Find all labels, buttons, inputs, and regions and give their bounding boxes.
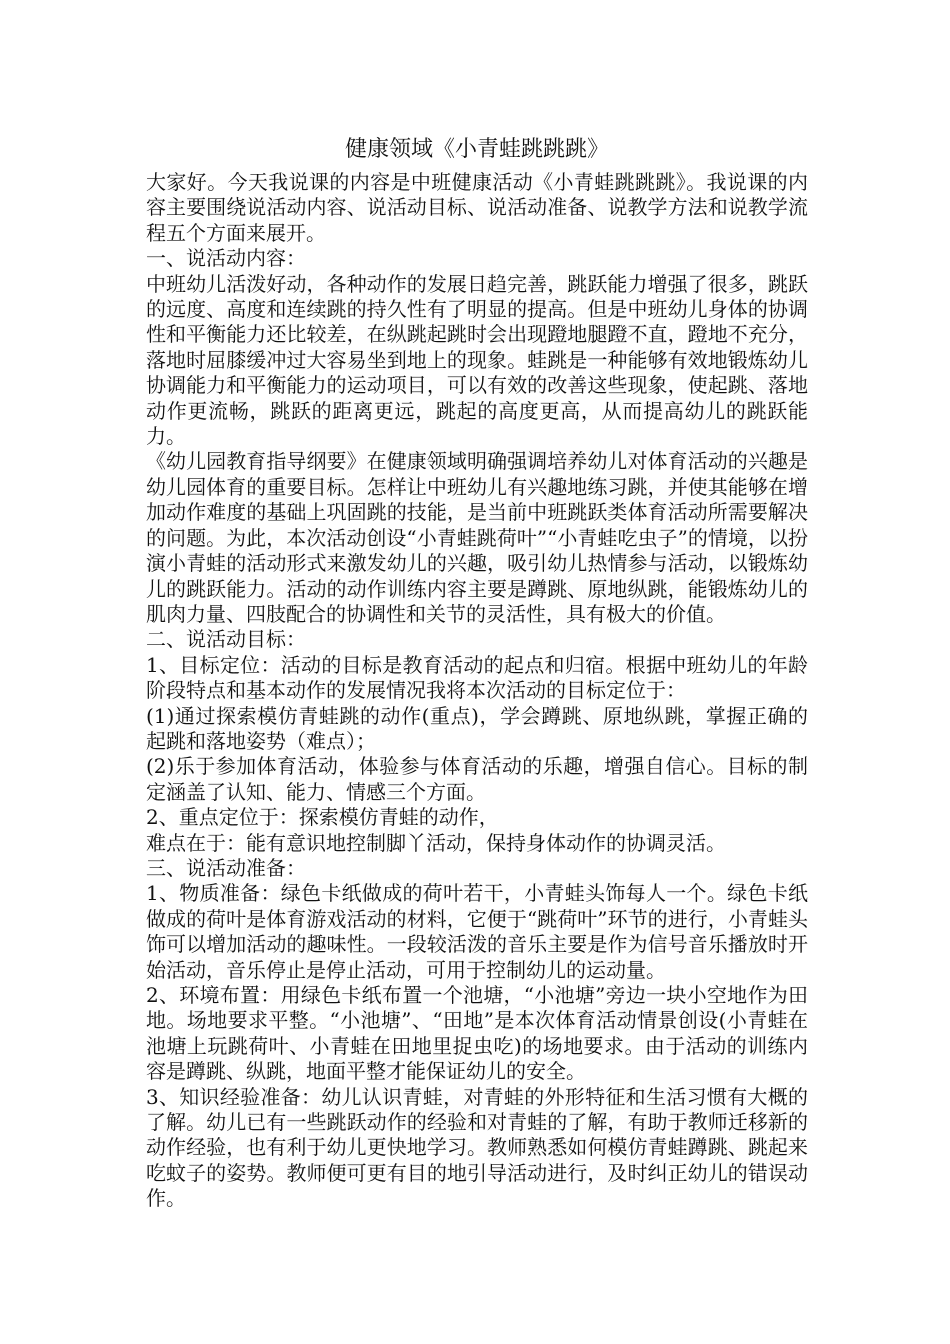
goal-item-2: (2)乐于参加体育活动，体验参与体育活动的乐趣，增强自信心。目标的制定涵盖了认知、能力、情感三个方面。 [146, 754, 808, 804]
document-body [146, 130, 808, 1212]
key-point-paragraph: 2、重点定位于：探索模仿青蛙的动作， [146, 805, 499, 830]
content-paragraph-1: 中班幼儿活泼好动，各种动作的发展日趋完善，跳跃能力增强了很多，跳跃的远度、高度和连续跳的持久性有了明显的提高。但是中班幼儿身体的协调性和平衡能力还比较差，在纵跳起跳时会出现蹬地腿蹬不直，蹬地不充分，落地时屈膝缓冲过大容易坐到地上的现象。蛙跳是一种能够有效地锻炼幼儿协调能力和平衡能力的运动项目，可以有效的改善这些现象，使起跳、落地动作更流畅，跳跃的距离更远，跳起的高度更高，从而提高幼儿的跳跃能力。 [146, 271, 808, 449]
section-heading-content: 一、说活动内容： [146, 246, 306, 271]
content-paragraph-2: 《幼儿园教育指导纲要》在健康领域明确强调培养幼儿对体育活动的兴趣是幼儿园体育的重要目标。怎样让中班幼儿有兴趣地练习跳，并使其能够在增加动作难度的基础上巩固跳的技能，是当前中班跳跃类体育活动所需要解决的问题。为此，本次活动创设“小青蛙跳荷叶”“小青蛙吃虫子”的情境，以扮演小青蛙的活动形式来激发幼儿的兴趣，吸引幼儿热情参与活动，以锻炼幼儿的跳跃能力。活动的动作训练内容主要是蹲跳、原地纵跳，能锻炼幼儿的肌肉力量、四肢配合的协调性和关节的灵活性，具有极大的价值。 [146, 449, 808, 626]
difficulty-paragraph: 难点在于：能有意识地控制脚丫活动，保持身体动作的协调灵活。 [146, 830, 726, 855]
material-preparation-paragraph: 1、物质准备：绿色卡纸做成的荷叶若干，小青蛙头饰每人一个。绿色卡纸做成的荷叶是体育游戏活动的材料，它便于“跳荷叶”环节的进行，小青蛙头饰可以增加活动的趣味性。一段较活泼的音乐主要是作为信号音乐播放时开始活动，音乐停止是停止活动，可用于控制幼儿的运动量。 [146, 881, 808, 982]
section-heading-goals: 二、说活动目标： [146, 627, 306, 652]
knowledge-preparation-paragraph: 3、知识经验准备：幼儿认识青蛙，对青蛙的外形特征和生活习惯有大概的了解。幼儿已有一些跳跃动作的经验和对青蛙的了解，有助于教师迁移新的动作经验，也有利于幼儿更快地学习。教师熟悉如何模仿青蛙蹲跳、跳起来吃蚊子的姿势。教师便可更有目的地引导活动进行，及时纠正幼儿的错误动作。 [146, 1084, 808, 1211]
section-heading-preparation: 三、说活动准备： [146, 855, 306, 880]
environment-setup-paragraph: 2、环境布置：用绿色卡纸布置一个池塘，“小池塘”旁边一块小空地作为田地。场地要求平整。“小池塘”、“田地”是本次体育活动情景创设(小青蛙在池塘上玩跳荷叶、小青蛙在田地里捉虫吃)的场地要求。由于活动的训练内容是蹲跳、纵跳，地面平整才能保证幼儿的安全。 [146, 983, 808, 1084]
goal-positioning-paragraph: 1、目标定位：活动的目标是教育活动的起点和归宿。根据中班幼儿的年龄阶段特点和基本动作的发展情况我将本次活动的目标定位于： [146, 652, 808, 703]
goal-item-1: (1)通过探索模仿青蛙跳的动作(重点)，学会蹲跳、原地纵跳，掌握正确的起跳和落地姿势（难点）； [146, 703, 808, 753]
intro-paragraph: 大家好。今天我说课的内容是中班健康活动《小青蛙跳跳跳》。我说课的内容主要围绕说活动内容、说活动目标、说活动准备、说教学方法和说教学流程五个方面来展开。 [146, 170, 808, 245]
document-title: 健康领域《小青蛙跳跳跳》 [344, 137, 609, 162]
